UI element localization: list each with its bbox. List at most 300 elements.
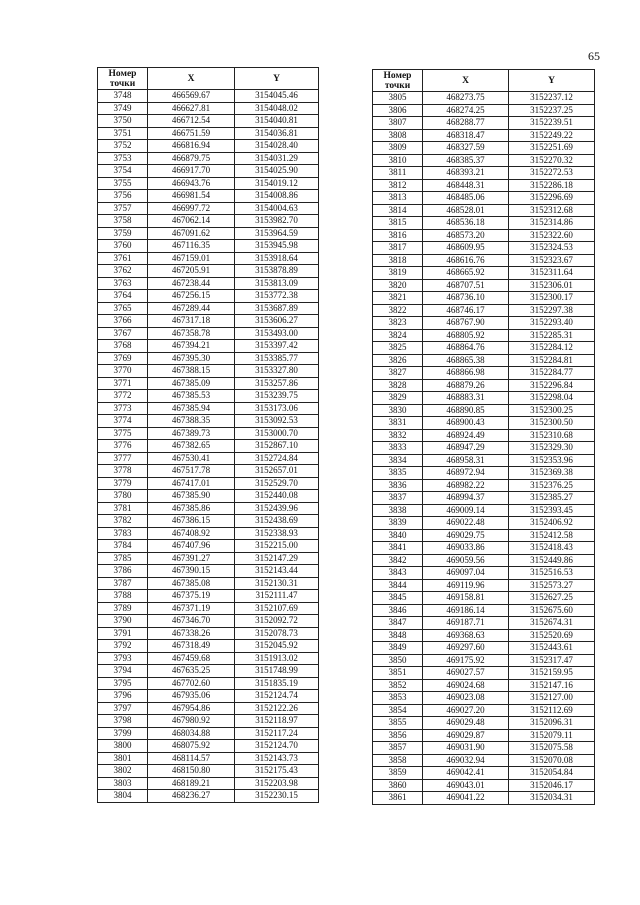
point-number-cell: 3752 [98, 140, 148, 153]
table-row [98, 602, 319, 615]
y-cell: 3152272.53 [509, 167, 595, 180]
y-cell: 3152314.86 [509, 217, 595, 230]
x-cell: 467382.65 [148, 440, 235, 453]
point-number-cell: 3818 [373, 254, 423, 267]
point-number-cell: 3808 [373, 129, 423, 142]
x-cell: 467385.09 [148, 377, 235, 390]
y-cell: 3152070.08 [509, 754, 595, 767]
x-cell: 469024.68 [423, 679, 509, 692]
x-cell: 468573.20 [423, 229, 509, 242]
y-cell: 3152300.50 [509, 417, 595, 430]
table-row [98, 452, 319, 465]
y-cell: 3152054.84 [509, 767, 595, 780]
x-cell: 467635.25 [148, 665, 235, 678]
x-cell: 467408.92 [148, 527, 235, 540]
table-row [98, 240, 319, 253]
table-row [98, 115, 319, 128]
x-cell: 467091.62 [148, 227, 235, 240]
table-row [373, 354, 595, 367]
point-number-cell: 3773 [98, 402, 148, 415]
y-cell: 3152516.53 [509, 567, 595, 580]
table-row [98, 177, 319, 190]
y-cell: 3152143.44 [235, 565, 319, 578]
table-row [98, 565, 319, 578]
y-cell: 3153687.89 [235, 302, 319, 315]
y-cell: 3152118.97 [235, 715, 319, 728]
x-cell: 467385.08 [148, 577, 235, 590]
table-row [373, 392, 595, 405]
point-number-cell: 3772 [98, 390, 148, 403]
point-number-cell: 3834 [373, 454, 423, 467]
y-cell: 3154045.46 [235, 90, 319, 103]
y-cell: 3154019.12 [235, 177, 319, 190]
table-row [98, 190, 319, 203]
y-cell: 3154048.02 [235, 102, 319, 115]
y-cell: 3152406.92 [509, 517, 595, 530]
y-cell: 3152111.47 [235, 590, 319, 603]
x-cell: 467062.14 [148, 215, 235, 228]
y-cell: 3152440.08 [235, 490, 319, 503]
y-cell: 3152324.53 [509, 242, 595, 255]
table-row [98, 290, 319, 303]
y-cell: 3152675.60 [509, 604, 595, 617]
y-cell: 3152251.69 [509, 142, 595, 155]
table-row [98, 127, 319, 140]
x-cell: 466569.67 [148, 90, 235, 103]
x-cell: 469158.81 [423, 592, 509, 605]
table-row [373, 229, 595, 242]
x-cell: 468318.47 [423, 129, 509, 142]
table-row [373, 304, 595, 317]
point-number-cell: 3751 [98, 127, 148, 140]
point-number-cell: 3783 [98, 527, 148, 540]
table-row [373, 329, 595, 342]
table-row [98, 215, 319, 228]
x-cell: 467116.35 [148, 240, 235, 253]
point-number-cell: 3785 [98, 552, 148, 565]
y-cell: 3152311.64 [509, 267, 595, 280]
point-number-cell: 3826 [373, 354, 423, 367]
x-cell: 468883.31 [423, 392, 509, 405]
x-cell: 468994.37 [423, 492, 509, 505]
y-cell: 3152438.69 [235, 515, 319, 528]
y-cell: 3152657.01 [235, 465, 319, 478]
x-cell: 468767.90 [423, 317, 509, 330]
y-cell: 3152573.27 [509, 579, 595, 592]
y-cell: 3152369.38 [509, 467, 595, 480]
point-number-cell: 3844 [373, 579, 423, 592]
table-row [373, 117, 595, 130]
x-cell: 469042.41 [423, 767, 509, 780]
x-cell: 468034.88 [148, 727, 235, 740]
x-cell: 469029.48 [423, 717, 509, 730]
x-cell: 469031.90 [423, 742, 509, 755]
point-number-cell: 3767 [98, 327, 148, 340]
point-number-cell: 3823 [373, 317, 423, 330]
y-cell: 3153772.38 [235, 290, 319, 303]
y-cell: 3152297.38 [509, 304, 595, 317]
x-cell: 468075.92 [148, 740, 235, 753]
table-row [373, 617, 595, 630]
x-cell: 468736.10 [423, 292, 509, 305]
y-cell: 3152143.73 [235, 752, 319, 765]
table-row [98, 402, 319, 415]
x-cell: 468236.27 [148, 790, 235, 803]
table-row [98, 202, 319, 215]
x-cell: 468150.80 [148, 765, 235, 778]
table-row [98, 377, 319, 390]
point-number-cell: 3790 [98, 615, 148, 628]
y-cell: 3152298.04 [509, 392, 595, 405]
y-cell: 3152329.30 [509, 442, 595, 455]
y-cell: 3153813.09 [235, 277, 319, 290]
table-row [98, 777, 319, 790]
point-number-cell: 3845 [373, 592, 423, 605]
x-cell: 469033.86 [423, 542, 509, 555]
point-number-cell: 3797 [98, 702, 148, 715]
table-row [373, 629, 595, 642]
coordinates-table-right [372, 69, 595, 805]
y-cell: 3152107.69 [235, 602, 319, 615]
point-number-cell: 3847 [373, 617, 423, 630]
point-number-cell: 3769 [98, 352, 148, 365]
point-number-cell: 3805 [373, 92, 423, 105]
y-cell: 3152449.86 [509, 554, 595, 567]
point-number-cell: 3825 [373, 342, 423, 355]
point-number-cell: 3849 [373, 642, 423, 655]
y-cell: 3152439.96 [235, 502, 319, 515]
table-row [98, 227, 319, 240]
y-cell: 3152122.26 [235, 702, 319, 715]
table-row [373, 679, 595, 692]
point-number-cell: 3857 [373, 742, 423, 755]
x-cell: 467289.44 [148, 302, 235, 315]
table-row [98, 640, 319, 653]
y-cell: 3154031.29 [235, 152, 319, 165]
table-row [98, 790, 319, 803]
x-cell: 468879.26 [423, 379, 509, 392]
point-number-cell: 3829 [373, 392, 423, 405]
point-number-cell: 3758 [98, 215, 148, 228]
point-number-cell: 3774 [98, 415, 148, 428]
table-row [98, 102, 319, 115]
x-cell: 468972.94 [423, 467, 509, 480]
table-row [373, 167, 595, 180]
y-cell: 3151835.19 [235, 677, 319, 690]
point-number-cell: 3836 [373, 479, 423, 492]
table-row [373, 717, 595, 730]
header-point-number: Номер точки [98, 68, 148, 90]
point-number-cell: 3764 [98, 290, 148, 303]
point-number-cell: 3838 [373, 504, 423, 517]
x-cell: 467388.35 [148, 415, 235, 428]
y-cell: 3152092.72 [235, 615, 319, 628]
point-number-cell: 3781 [98, 502, 148, 515]
point-number-cell: 3809 [373, 142, 423, 155]
point-number-cell: 3860 [373, 779, 423, 792]
y-cell: 3153397.42 [235, 340, 319, 353]
header-y: Y [235, 68, 319, 90]
table-row [98, 615, 319, 628]
table-row [373, 592, 595, 605]
x-cell: 469027.57 [423, 667, 509, 680]
point-number-cell: 3839 [373, 517, 423, 530]
x-cell: 466751.59 [148, 127, 235, 140]
header-x: X [148, 68, 235, 90]
table-row [98, 677, 319, 690]
point-number-cell: 3850 [373, 654, 423, 667]
y-cell: 3152322.60 [509, 229, 595, 242]
x-cell: 468393.21 [423, 167, 509, 180]
x-cell: 469119.96 [423, 579, 509, 592]
table-row [373, 479, 595, 492]
table-row [98, 315, 319, 328]
x-cell: 467702.60 [148, 677, 235, 690]
table-row [373, 154, 595, 167]
y-cell: 3151748.99 [235, 665, 319, 678]
point-number-cell: 3766 [98, 315, 148, 328]
y-cell: 3153493.00 [235, 327, 319, 340]
point-number-cell: 3801 [98, 752, 148, 765]
table-row [98, 702, 319, 715]
table-row [98, 477, 319, 490]
x-cell: 467205.91 [148, 265, 235, 278]
table-header-row [98, 68, 319, 90]
y-cell: 3152249.22 [509, 129, 595, 142]
table-row [373, 492, 595, 505]
point-number-cell: 3807 [373, 117, 423, 130]
y-cell: 3152159.95 [509, 667, 595, 680]
x-cell: 469175.92 [423, 654, 509, 667]
point-number-cell: 3806 [373, 104, 423, 117]
y-cell: 3152286.18 [509, 179, 595, 192]
point-number-cell: 3759 [98, 227, 148, 240]
table-row [98, 765, 319, 778]
x-cell: 468864.76 [423, 342, 509, 355]
y-cell: 3152215.00 [235, 540, 319, 553]
x-cell: 469368.63 [423, 629, 509, 642]
y-cell: 3152237.12 [509, 92, 595, 105]
point-number-cell: 3837 [373, 492, 423, 505]
point-number-cell: 3840 [373, 529, 423, 542]
y-cell: 3152312.68 [509, 204, 595, 217]
table-row [373, 667, 595, 680]
table-row [373, 317, 595, 330]
table-row [373, 217, 595, 230]
point-number-cell: 3784 [98, 540, 148, 553]
x-cell: 468805.92 [423, 329, 509, 342]
x-cell: 468707.51 [423, 279, 509, 292]
table-row [98, 465, 319, 478]
table-row [98, 590, 319, 603]
y-cell: 3154036.81 [235, 127, 319, 140]
point-number-cell: 3821 [373, 292, 423, 305]
point-number-cell: 3793 [98, 652, 148, 665]
point-number-cell: 3861 [373, 792, 423, 805]
point-number-cell: 3770 [98, 365, 148, 378]
point-number-cell: 3762 [98, 265, 148, 278]
point-number-cell: 3800 [98, 740, 148, 753]
x-cell: 466997.72 [148, 202, 235, 215]
table-row [98, 627, 319, 640]
table-row [373, 642, 595, 655]
table-row [373, 129, 595, 142]
x-cell: 466816.94 [148, 140, 235, 153]
y-cell: 3152203.98 [235, 777, 319, 790]
y-cell: 3152529.70 [235, 477, 319, 490]
x-cell: 468536.18 [423, 217, 509, 230]
x-cell: 468327.59 [423, 142, 509, 155]
y-cell: 3152112.69 [509, 704, 595, 717]
x-cell: 467389.73 [148, 427, 235, 440]
y-cell: 3152078.73 [235, 627, 319, 640]
y-cell: 3152117.24 [235, 727, 319, 740]
x-cell: 466943.76 [148, 177, 235, 190]
x-cell: 467954.86 [148, 702, 235, 715]
y-cell: 3153982.70 [235, 215, 319, 228]
x-cell: 468924.49 [423, 429, 509, 442]
table-row [373, 729, 595, 742]
y-cell: 3153606.27 [235, 315, 319, 328]
table-row [373, 692, 595, 705]
y-cell: 3153000.70 [235, 427, 319, 440]
y-cell: 3152296.84 [509, 379, 595, 392]
point-number-cell: 3780 [98, 490, 148, 503]
y-cell: 3152412.58 [509, 529, 595, 542]
point-number-cell: 3760 [98, 240, 148, 253]
y-cell: 3152285.31 [509, 329, 595, 342]
point-number-cell: 3775 [98, 427, 148, 440]
point-number-cell: 3851 [373, 667, 423, 680]
table-row [98, 515, 319, 528]
point-number-cell: 3811 [373, 167, 423, 180]
point-number-cell: 3810 [373, 154, 423, 167]
point-number-cell: 3824 [373, 329, 423, 342]
x-cell: 469041.22 [423, 792, 509, 805]
point-number-cell: 3771 [98, 377, 148, 390]
point-number-cell: 3765 [98, 302, 148, 315]
y-cell: 3152284.12 [509, 342, 595, 355]
x-cell: 467358.78 [148, 327, 235, 340]
x-cell: 468609.95 [423, 242, 509, 255]
point-number-cell: 3853 [373, 692, 423, 705]
table-row [373, 104, 595, 117]
table-row [373, 92, 595, 105]
table-row [98, 427, 319, 440]
table-row [373, 267, 595, 280]
table-row [98, 277, 319, 290]
x-cell: 467385.86 [148, 502, 235, 515]
table-row [98, 165, 319, 178]
x-cell: 468273.75 [423, 92, 509, 105]
y-cell: 3152124.70 [235, 740, 319, 753]
table-row [373, 254, 595, 267]
x-cell: 469032.94 [423, 754, 509, 767]
point-number-cell: 3791 [98, 627, 148, 640]
x-cell: 469059.56 [423, 554, 509, 567]
x-cell: 466981.54 [148, 190, 235, 203]
y-cell: 3152300.25 [509, 404, 595, 417]
x-cell: 466917.70 [148, 165, 235, 178]
table-row [98, 340, 319, 353]
table-row [373, 754, 595, 767]
coordinates-table-left [97, 67, 319, 803]
x-cell: 469097.04 [423, 567, 509, 580]
x-cell: 469043.01 [423, 779, 509, 792]
point-number-cell: 3828 [373, 379, 423, 392]
x-cell: 467318.49 [148, 640, 235, 653]
point-number-cell: 3831 [373, 417, 423, 430]
point-number-cell: 3816 [373, 229, 423, 242]
table-row [98, 752, 319, 765]
table-row [98, 365, 319, 378]
x-cell: 467935.06 [148, 690, 235, 703]
x-cell: 467371.19 [148, 602, 235, 615]
x-cell: 468189.21 [148, 777, 235, 790]
table-row [373, 504, 595, 517]
table-row [98, 327, 319, 340]
point-number-cell: 3858 [373, 754, 423, 767]
point-number-cell: 3812 [373, 179, 423, 192]
point-number-cell: 3778 [98, 465, 148, 478]
y-cell: 3153173.06 [235, 402, 319, 415]
table-header-row [373, 70, 595, 92]
x-cell: 467980.92 [148, 715, 235, 728]
x-cell: 468114.57 [148, 752, 235, 765]
point-number-cell: 3815 [373, 217, 423, 230]
point-number-cell: 3776 [98, 440, 148, 453]
point-number-cell: 3782 [98, 515, 148, 528]
y-cell: 3152075.58 [509, 742, 595, 755]
y-cell: 3152376.25 [509, 479, 595, 492]
y-cell: 3152310.68 [509, 429, 595, 442]
point-number-cell: 3835 [373, 467, 423, 480]
x-cell: 466712.54 [148, 115, 235, 128]
y-cell: 3154040.81 [235, 115, 319, 128]
point-number-cell: 3757 [98, 202, 148, 215]
point-number-cell: 3802 [98, 765, 148, 778]
point-number-cell: 3855 [373, 717, 423, 730]
y-cell: 3152147.16 [509, 679, 595, 692]
x-cell: 468528.01 [423, 204, 509, 217]
point-number-cell: 3813 [373, 192, 423, 205]
x-cell: 467391.27 [148, 552, 235, 565]
x-cell: 466627.81 [148, 102, 235, 115]
x-cell: 467386.15 [148, 515, 235, 528]
x-cell: 468385.37 [423, 154, 509, 167]
y-cell: 3152045.92 [235, 640, 319, 653]
x-cell: 468900.43 [423, 417, 509, 430]
point-number-cell: 3788 [98, 590, 148, 603]
x-cell: 467159.01 [148, 252, 235, 265]
table-row [98, 152, 319, 165]
table-row [98, 502, 319, 515]
y-cell: 3152353.96 [509, 454, 595, 467]
y-cell: 3152284.81 [509, 354, 595, 367]
x-cell: 469029.87 [423, 729, 509, 742]
table-row [373, 742, 595, 755]
table-row [373, 417, 595, 430]
x-cell: 467417.01 [148, 477, 235, 490]
table-row [373, 767, 595, 780]
y-cell: 3152418.43 [509, 542, 595, 555]
table-row [373, 704, 595, 717]
x-cell: 469009.14 [423, 504, 509, 517]
y-cell: 3152385.27 [509, 492, 595, 505]
y-cell: 3152130.31 [235, 577, 319, 590]
point-number-cell: 3763 [98, 277, 148, 290]
table-row [373, 467, 595, 480]
